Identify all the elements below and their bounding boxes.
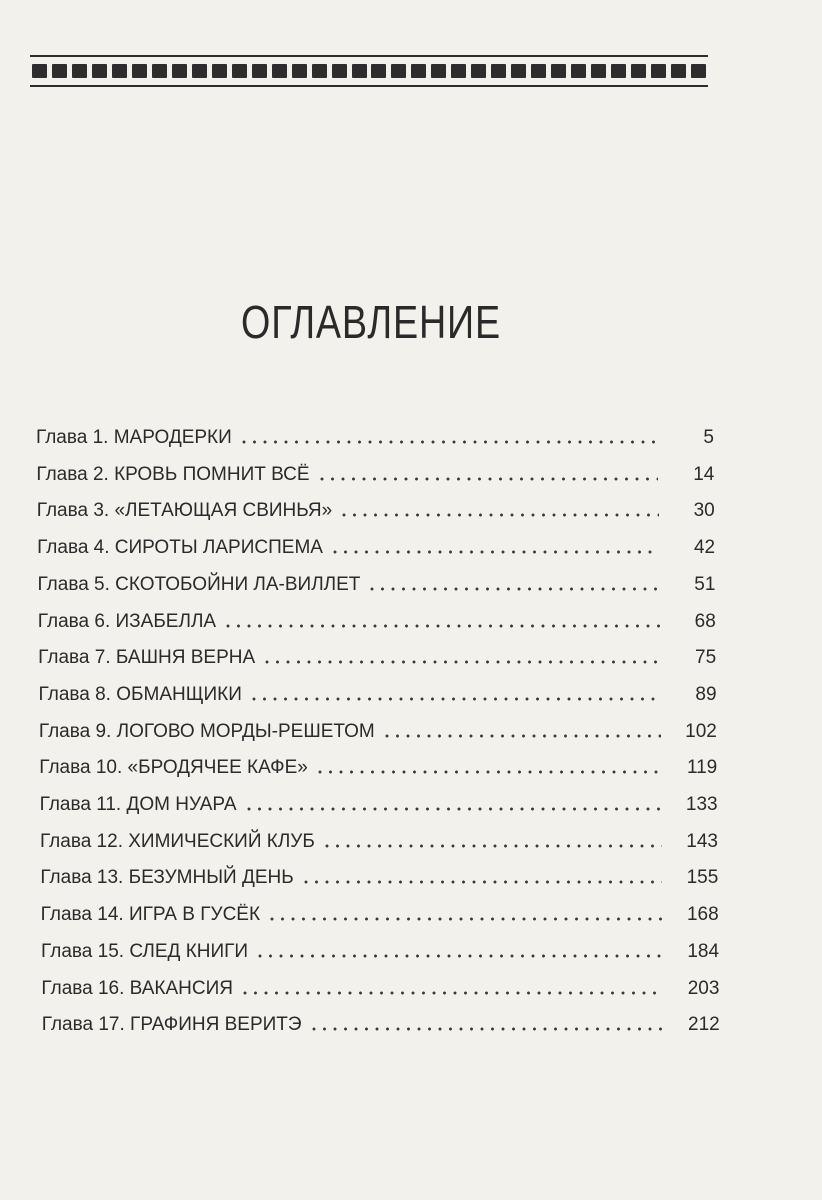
toc-dot-leader [242,440,658,444]
toc-page-number: 89 [695,683,717,705]
toc-page-number: 5 [703,427,714,448]
toc-dot-leader [333,550,659,554]
toc-page-number: 42 [693,537,716,559]
toc-entry [41,901,719,929]
toc-chapter-label: Глава 6. ИЗАБЕЛЛА [37,610,217,632]
toc-dot-leader [370,587,659,591]
page-title: ОГЛАВЛЕНИЕ [241,296,501,348]
toc-entry [36,424,714,452]
toc-chapter-label: Глава 3. «ЛЕТАЮЩАЯ СВИНЬЯ» [36,500,333,522]
toc-entry [37,534,715,562]
toc-dot-leader [312,1027,664,1031]
toc-dot-leader [385,734,661,738]
toc-chapter-label: Глава 11. ДОМ НУАРА [39,794,237,815]
toc-entry [38,644,716,672]
toc-entry [36,461,714,489]
toc-chapter-label: Глава 15. СЛЕД КНИГИ [41,940,249,962]
toc-page-number: 75 [695,647,717,669]
toc-page-number: 212 [688,1014,720,1036]
toc-page-number: 168 [686,904,719,926]
toc-page-number: 133 [685,794,718,815]
toc-chapter-label: Глава 2. КРОВЬ ПОМНИТ ВСЁ [36,463,310,485]
toc-dot-leader [318,770,661,774]
toc-page-number: 119 [686,757,718,779]
toc-dot-leader [342,513,659,517]
toc-entry [39,681,717,709]
toc-dot-leader [252,697,661,701]
toc-chapter-label: Глава 1. МАРОДЕРКИ [36,427,232,448]
toc-chapter-label: Глава 14. ИГРА В ГУСЁК [40,904,261,926]
toc-page-number: 30 [693,500,715,522]
toc-page-number: 184 [687,940,720,962]
toc-dot-leader [325,844,662,848]
toc-page-number: 143 [686,830,718,852]
toc-dot-leader [247,807,662,811]
toc-dot-leader [243,991,663,995]
toc-chapter-label: Глава 17. ГРАФИНЯ ВЕРИТЭ [41,1014,302,1036]
toc-dot-leader [265,660,660,664]
toc-entry [37,571,715,599]
toc-entry [40,864,718,892]
toc-page-number: 102 [685,720,717,742]
toc-page-number: 51 [694,573,716,595]
toc-entry [39,718,717,746]
toc-dot-leader [304,880,663,884]
toc-entry [42,1011,720,1039]
toc-chapter-label: Глава 10. «БРОДЯЧЕЕ КАФЕ» [39,757,308,779]
toc-entry [39,754,717,782]
toc-entry [41,938,719,966]
toc-chapter-label: Глава 4. СИРОТЫ ЛАРИСПЕМА [37,537,323,559]
toc-dot-leader [320,477,659,481]
toc-dot-leader [226,624,660,628]
toc-chapter-label: Глава 9. ЛОГОВО МОРДЫ-РЕШЕТОМ [38,720,375,742]
toc-page-number: 14 [693,463,715,485]
toc-dot-leader [270,917,663,921]
toc-chapter-label: Глава 5. СКОТОБОЙНИ ЛА-ВИЛЛЕТ [37,573,361,595]
toc-dot-leader [258,954,663,958]
toc-chapter-label: Глава 8. ОБМАНЩИКИ [38,683,242,705]
toc-chapter-label: Глава 13. БЕЗУМНЫЙ ДЕНЬ [40,867,294,889]
toc-chapter-label: Глава 12. ХИМИЧЕСКИЙ КЛУБ [39,830,315,852]
toc-chapter-label: Глава 7. БАШНЯ ВЕРНА [38,647,256,669]
toc-chapter-label: Глава 16. ВАКАНСИЯ [41,977,233,999]
toc-page-number: 203 [687,977,720,999]
toc-entry [38,608,716,636]
toc-page-number: 155 [686,867,719,889]
toc-page-number: 68 [694,610,716,632]
toc-entry [40,828,718,856]
toc-entry [37,497,715,525]
toc-entry [40,791,718,819]
toc-entry [41,975,719,1003]
